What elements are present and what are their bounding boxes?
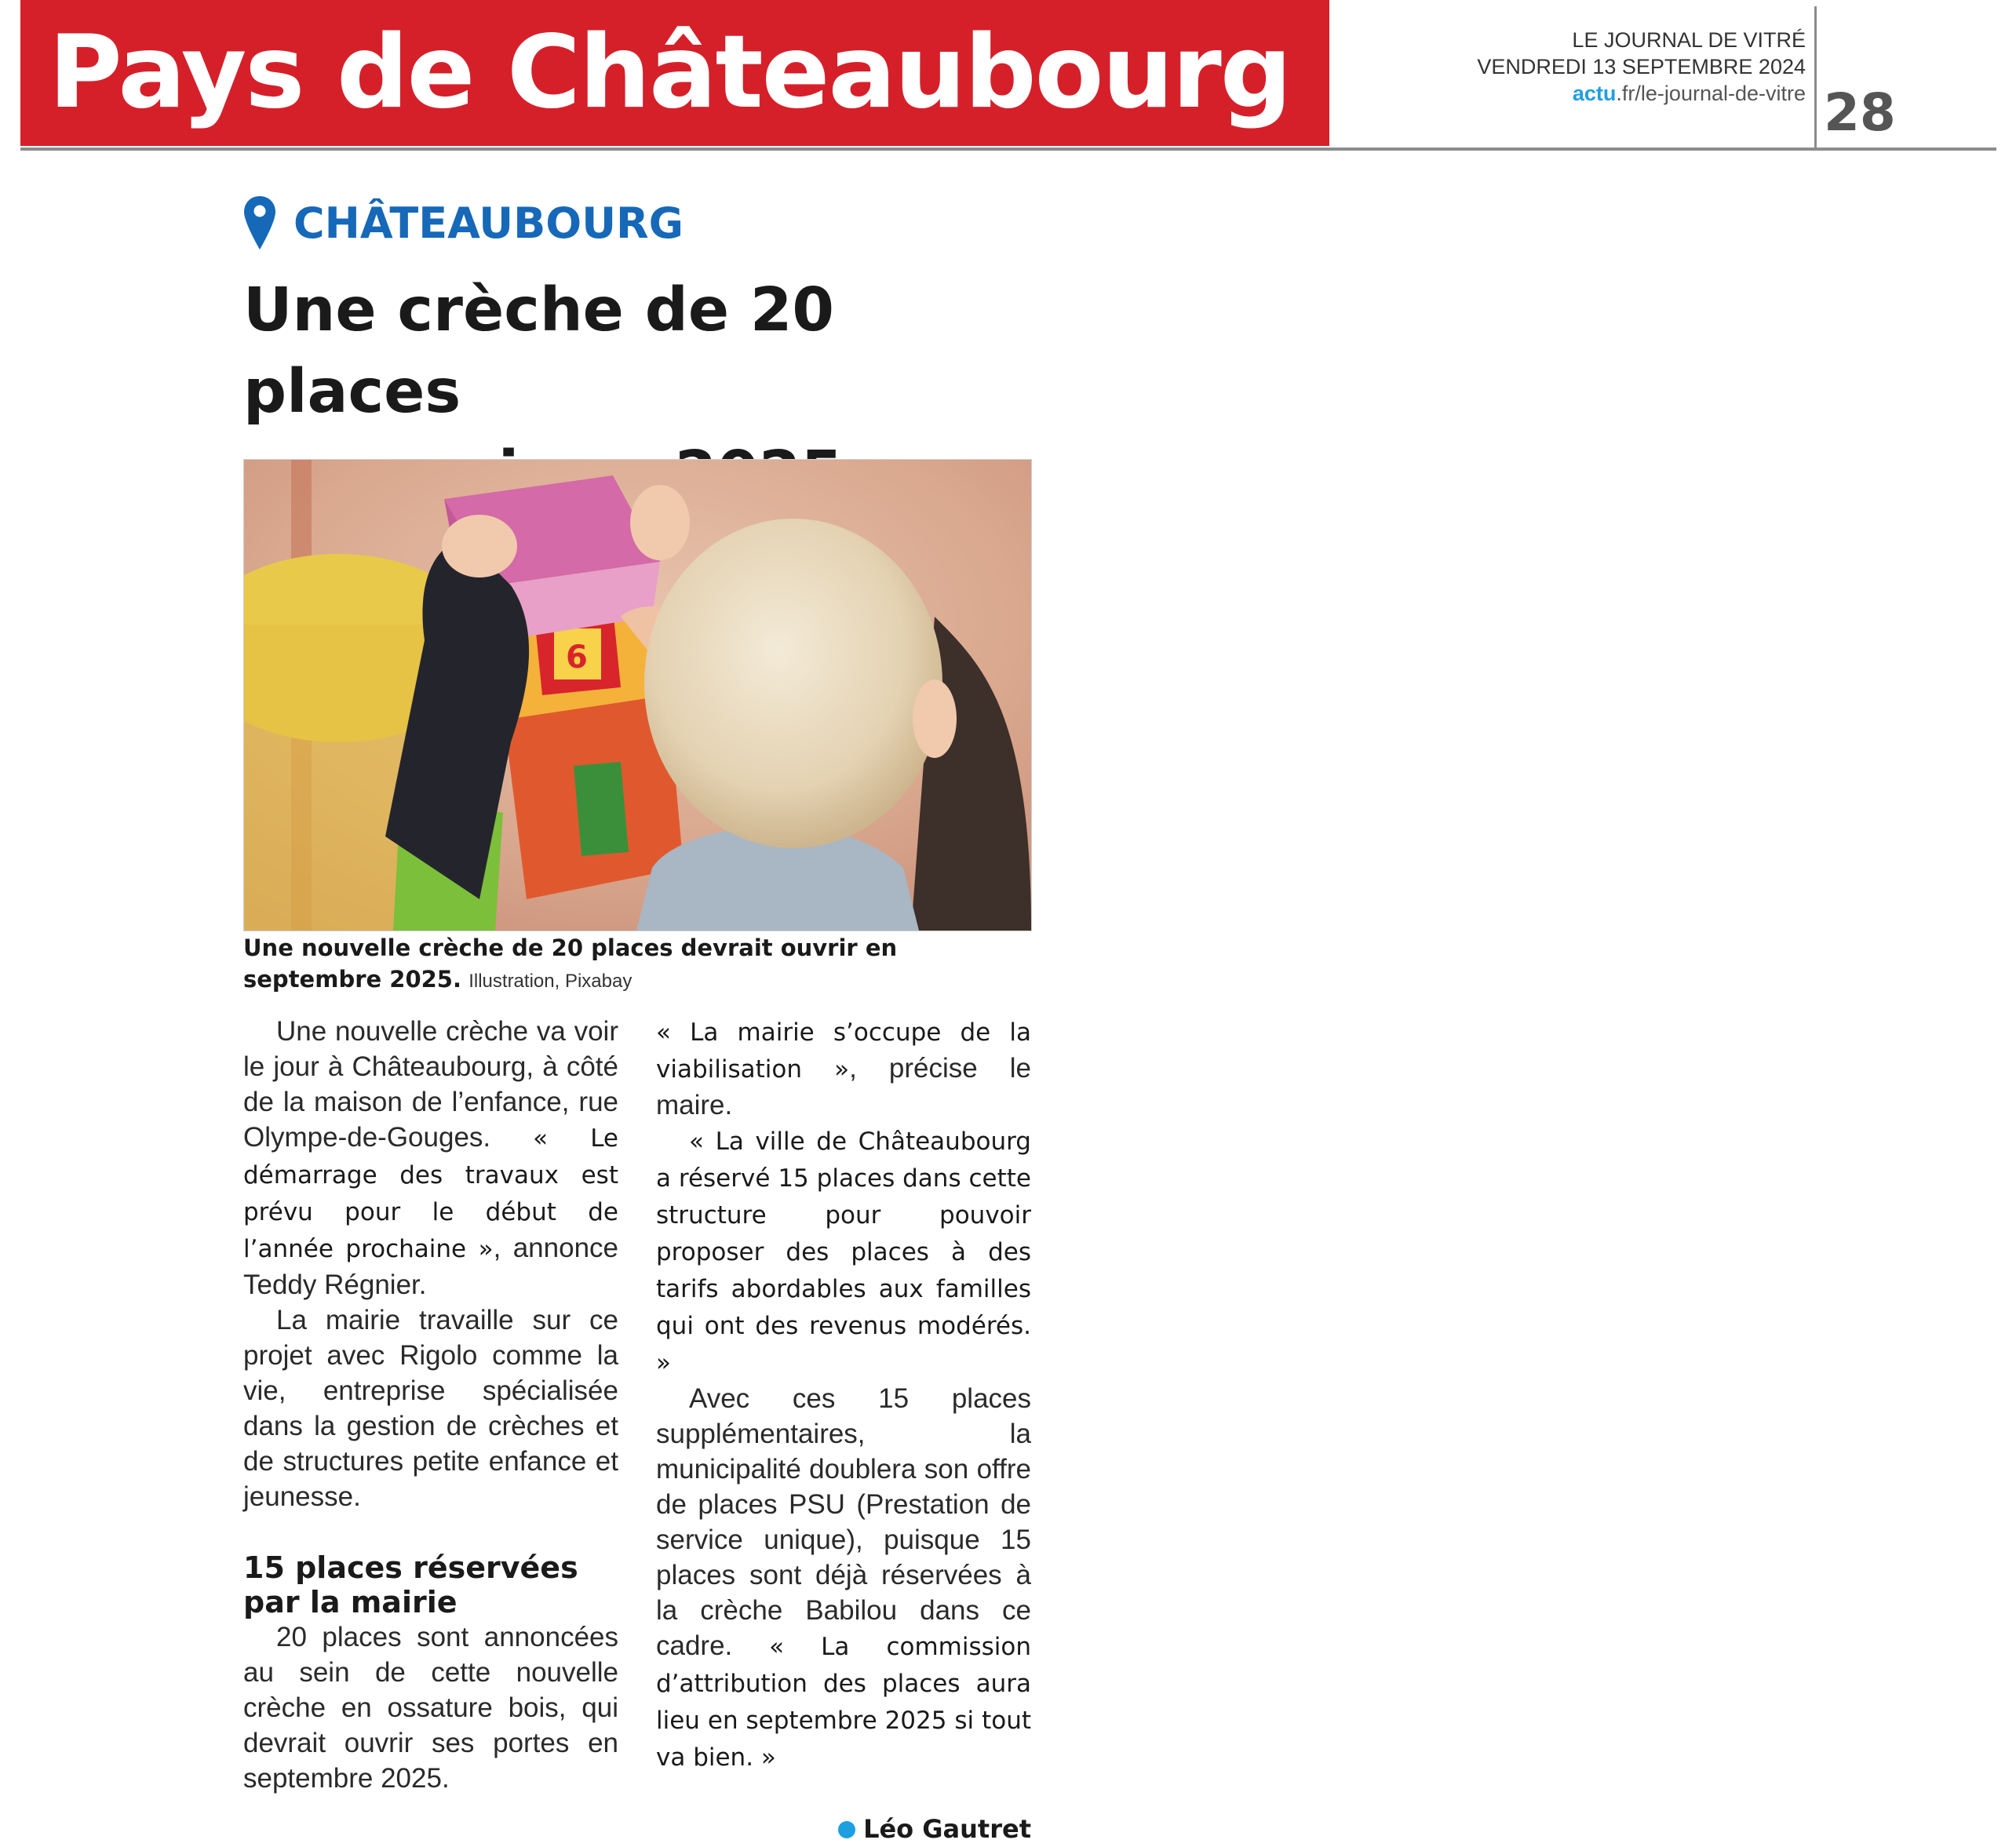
byline (656, 1812, 1031, 1847)
paragraph-5 (656, 1123, 1031, 1381)
paragraph-4 (656, 1014, 1031, 1123)
section-title: Pays de Châteaubourg (49, 14, 1291, 131)
subheading-line-2: par la mairie (243, 1585, 458, 1619)
quote-works-start: « Le démarrage des travaux est prévu pour le début de l’année prochaine » (243, 1124, 618, 1263)
subheading (243, 1550, 618, 1619)
paragraph-4-attribution: , précise le maire. (656, 1053, 1031, 1120)
headline-line-1: Une crèche de 20 places (243, 275, 835, 427)
article-photo (243, 459, 1032, 931)
dot-icon (838, 1821, 855, 1838)
paragraph-1-text: Une nouvelle crèche va voir le jour à Châteaubourg, à côté de la maison de l’enfance, rue Olympe-de-Gouges. (243, 1016, 618, 1153)
article-column-2 (656, 1014, 1031, 1847)
paragraph-2: La mairie travaille sur ce projet avec Rigolo comme la vie, entreprise spécialisée dans la gestion de crèches et de structures petite enfance et jeunesse. (243, 1305, 618, 1512)
paragraph-1-attribution: , annonce Teddy Régnier. (243, 1233, 618, 1300)
caption-text: Une nouvelle crèche de 20 places devrait ouvrir en septembre 2025. (243, 934, 898, 993)
page-number: 28 (1824, 82, 1896, 143)
masthead (1477, 27, 1806, 107)
photo-credit: Illustration, Pixabay (468, 971, 633, 992)
paragraph-3: 20 places sont annoncées au sein de cette nouvelle crèche en ossature bois, qui devrait ouvrir ses portes en septembre 2025. (243, 1622, 618, 1794)
publication-date: VENDREDI 13 SEPTEMBRE 2024 (1477, 55, 1806, 78)
quote-viabilisation: « La mairie s’occupe de la viabilisation » (656, 1018, 1031, 1084)
header-divider (1814, 6, 1817, 149)
quote-reserved-places: « La ville de Châteaubourg a réservé 15 places dans cette structure pour pouvoir proposer des places à des tarifs abordables aux familles qui ont des revenus modérés. » (656, 1128, 1031, 1377)
author-name: Léo Gautret (863, 1814, 1031, 1844)
paragraph-1 (243, 1014, 618, 1302)
subheading-line-1: 15 places réservées (243, 1550, 578, 1585)
publication-url (1477, 80, 1806, 107)
section-banner (20, 0, 1329, 146)
header-rule (20, 148, 1996, 151)
child-playing-blocks-image (244, 460, 1031, 931)
paragraph-6-text: Avec ces 15 places supplémentaires, la municipalité doublera son offre de places PSU (Prestation de service unique), puisque 15 places sont déjà réservées à la crèche Babilou dans ce cadre. (656, 1383, 1031, 1661)
publication-name: LE JOURNAL DE VITRÉ (1572, 28, 1806, 52)
photo-caption (243, 932, 1036, 997)
paragraph-6 (656, 1381, 1031, 1776)
map-pin-icon (243, 195, 276, 251)
svg-text:6: 6 (566, 639, 588, 676)
article-column-1 (243, 1014, 618, 1796)
location-label: CHÂTEAUBOURG (293, 198, 684, 248)
url-brand: actu (1572, 82, 1617, 105)
quote-commission: « La commission d’attribution des places aura lieu en septembre 2025 si tout va bien. » (656, 1633, 1031, 1772)
url-path: .fr/le-journal-de-vitre (1616, 82, 1806, 105)
location-kicker (243, 195, 684, 251)
